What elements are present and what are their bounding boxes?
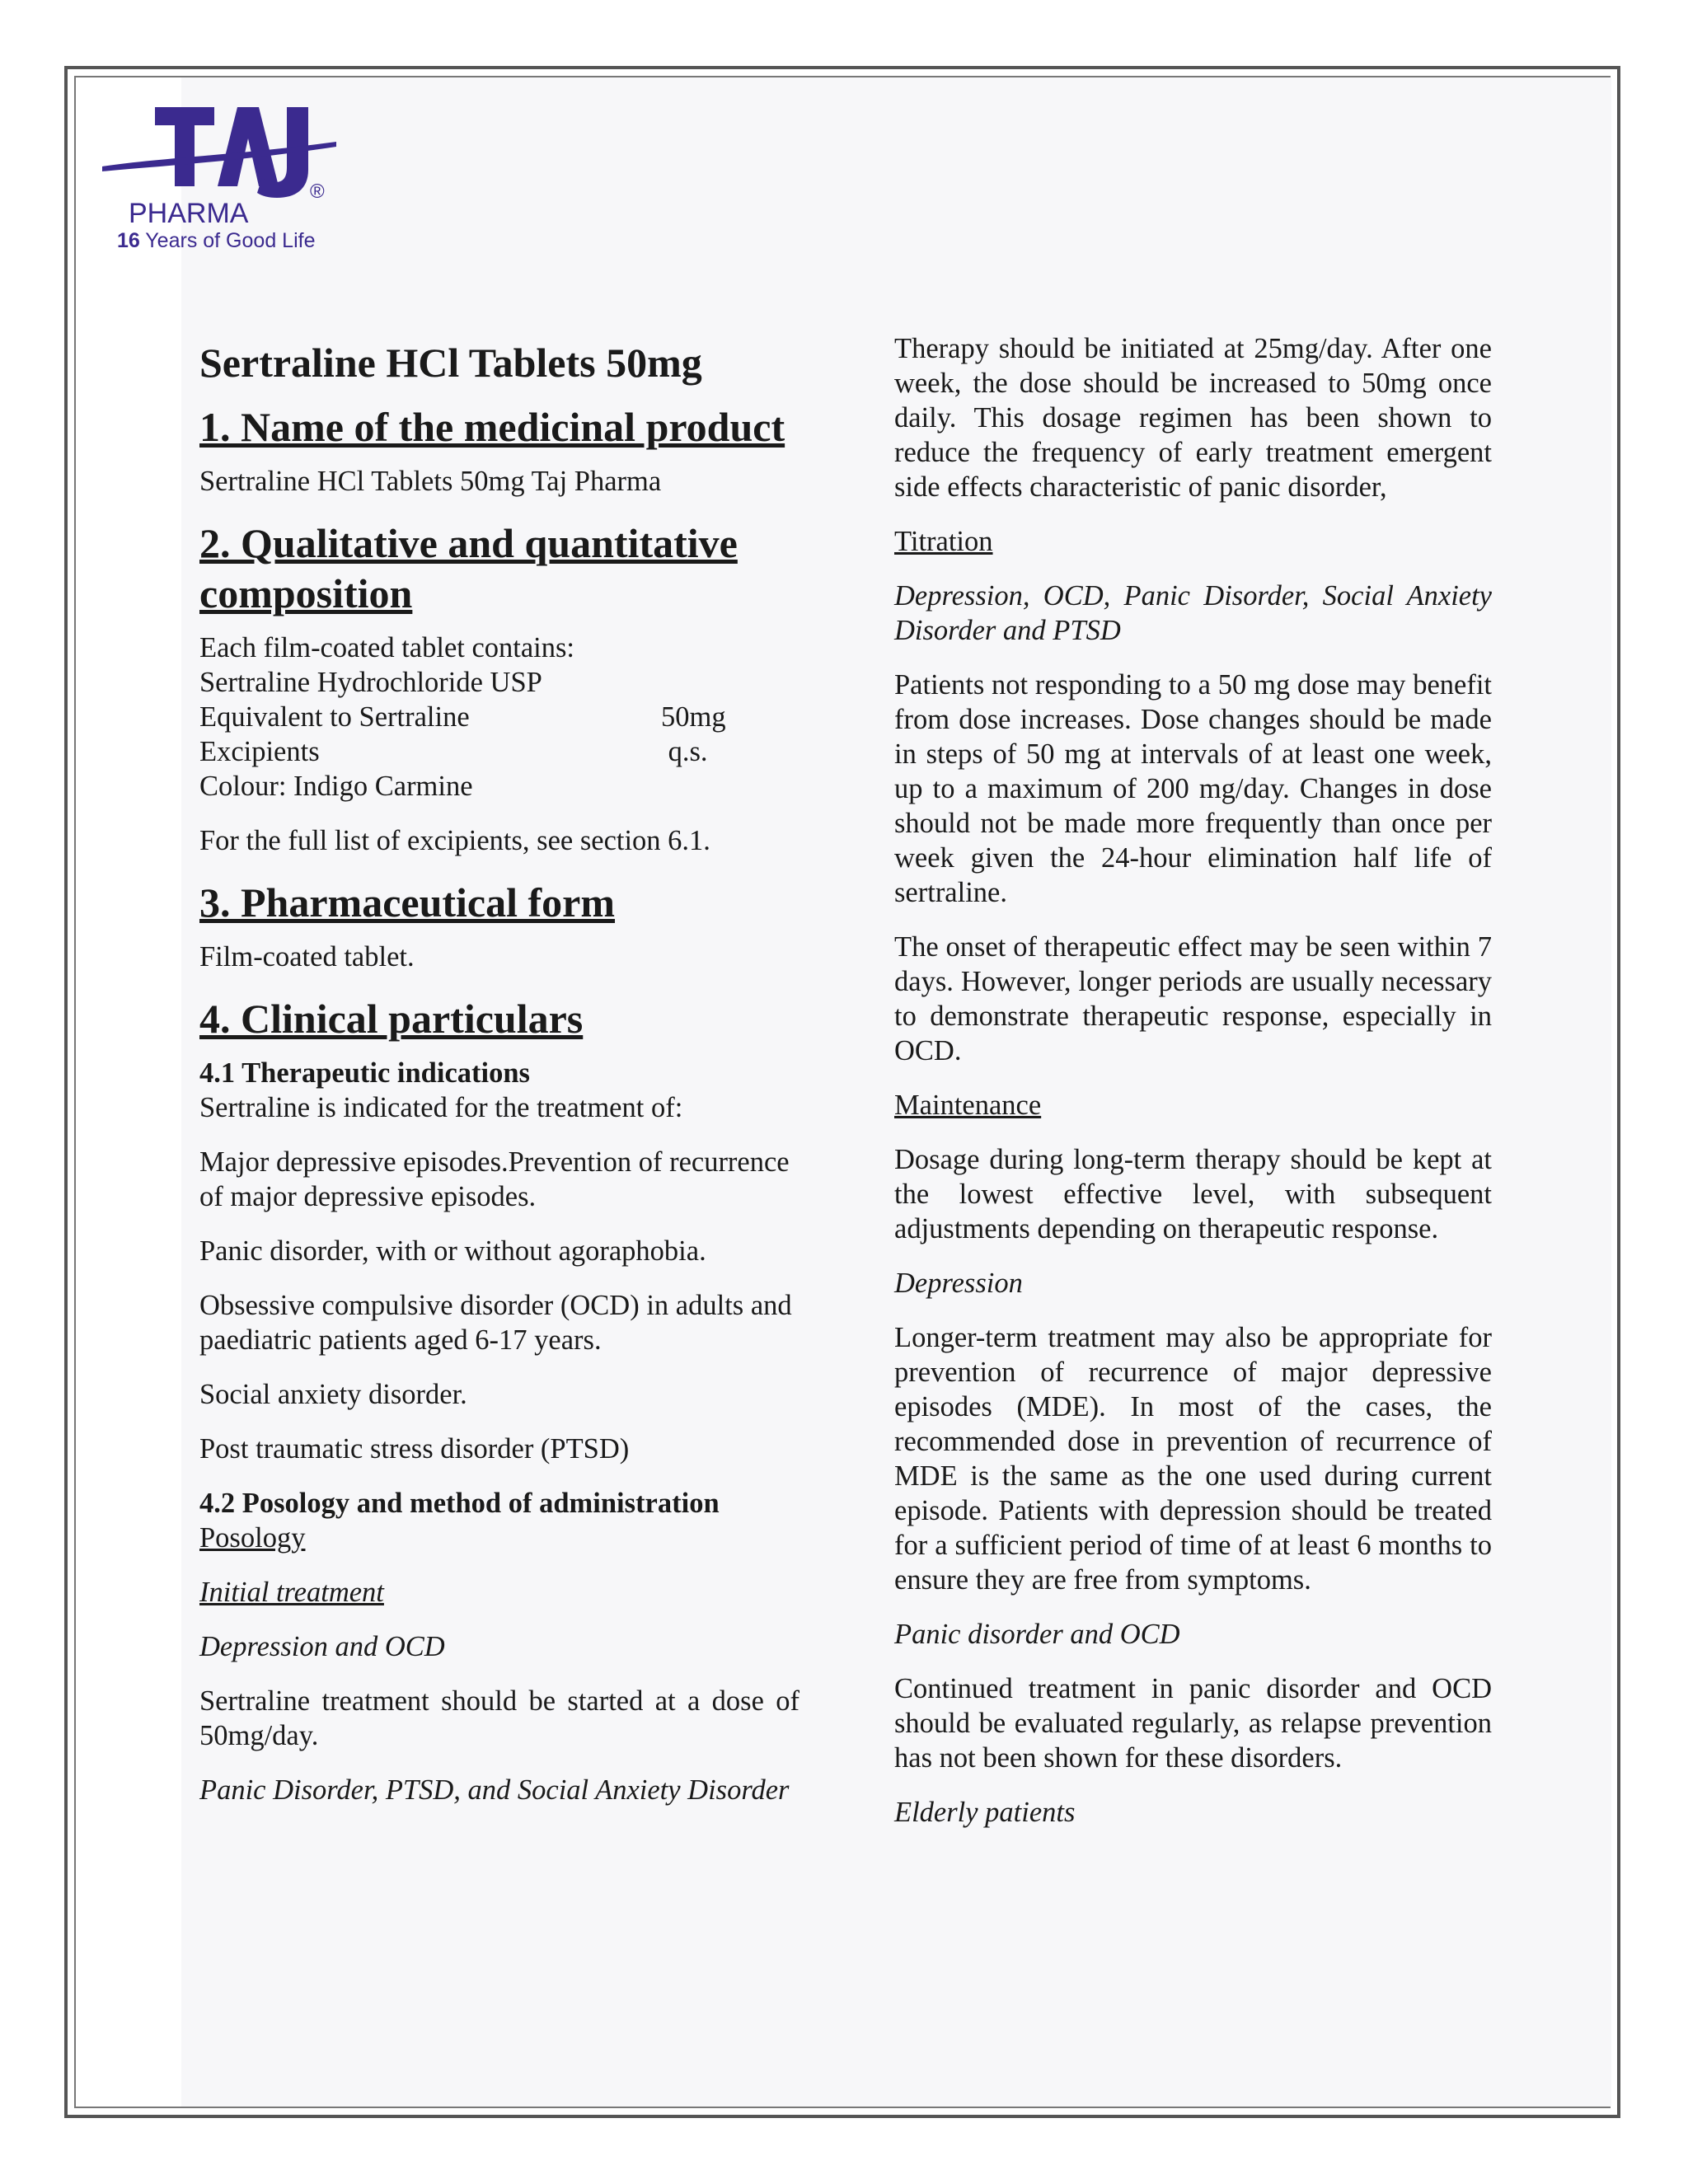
panic-ocd-text: Continued treatment in panic disorder and OCD should be evaluated regularly, as relapse prevention has not been shown for these disorders. xyxy=(894,1673,1492,1774)
posology-subheading: Posology xyxy=(199,1522,306,1554)
section-1-text: Sertraline HCl Tablets 50mg Taj Pharma xyxy=(199,466,662,497)
document-title: Sertraline HCl Tablets 50mg xyxy=(199,340,702,386)
taj-pharma-logo xyxy=(97,101,345,251)
depression-subheading: Depression xyxy=(894,1268,1023,1299)
composition-table xyxy=(199,630,799,804)
indication-item: Social anxiety disorder. xyxy=(199,1379,467,1410)
panic-ptsd-subheading: Panic Disorder, PTSD, and Social Anxiety Disorder xyxy=(199,1774,790,1806)
panic-ocd-subheading: Panic disorder and OCD xyxy=(894,1619,1180,1650)
svg-text:16 Years of Good Life xyxy=(117,229,315,251)
composition-row xyxy=(199,734,799,769)
indication-item: Major depressive episodes.Prevention of recurrence of major depressive episodes. xyxy=(199,1146,790,1212)
section-4-2-heading: 4.2 Posology and method of administration xyxy=(199,1488,720,1519)
depression-text: Longer-term treatment may also be appropriate for prevention of recurrence of major depressive episodes (MDE). In most of the cases, the recommended dose in prevention of recurrence of MDE is the same as the one used during current episode. Patients with depression should be treated for a sufficient period of time of at least 6 months to ensure they are free from symptoms. xyxy=(894,1322,1492,1596)
logo-registered-mark: ® xyxy=(310,180,325,203)
indication-item: Obsessive compulsive disorder (OCD) in adults and paediatric patients aged 6-17 years. xyxy=(199,1290,792,1356)
depression-ocd-text: Sertraline treatment should be started at a dose of 50mg/day. xyxy=(199,1685,799,1751)
indication-item: Panic disorder, with or without agoraphobia. xyxy=(199,1235,706,1267)
composition-name: Colour: Indigo Carmine xyxy=(199,771,473,802)
section-2-heading: 2. Qualitative and quantitative composition xyxy=(199,520,738,616)
maintenance-text: Dosage during long-term therapy should be kept at the lowest effective level, with subsequent adjustments depending on therapeutic response. xyxy=(894,1144,1492,1244)
section-3-text: Film-coated tablet. xyxy=(199,941,415,972)
titration-text-1: Patients not responding to a 50 mg dose may benefit from dose increases. Dose changes should be made in steps of 50 mg at intervals of at least one week, up to a maximum of 200 mg/day. Changes in dose should not be made more frequently than once per week given the 24-hour elimination half life of sertraline. xyxy=(894,669,1492,908)
initial-treatment-subheading: Initial treatment xyxy=(199,1577,384,1608)
section-3-heading: 3. Pharmaceutical form xyxy=(199,879,616,926)
elderly-subheading: Elderly patients xyxy=(894,1797,1076,1828)
titration-subheading: Titration xyxy=(894,526,993,557)
right-column xyxy=(894,331,1492,1830)
indication-item: Post traumatic stress disorder (PTSD) xyxy=(199,1433,630,1465)
composition-value: 50mg xyxy=(661,701,726,733)
titration-conditions: Depression, OCD, Panic Disorder, Social Anxiety Disorder and PTSD xyxy=(894,580,1492,646)
titration-text-2: The onset of therapeutic effect may be seen within 7 days. However, longer periods are usually necessary to demonstrate therapeutic response, especially in OCD. xyxy=(894,931,1492,1066)
composition-name: Sertraline Hydrochloride USP xyxy=(199,667,542,698)
indications-intro: Sertraline is indicated for the treatment of: xyxy=(199,1092,683,1123)
composition-row xyxy=(199,700,799,734)
composition-row xyxy=(199,769,799,804)
composition-value: q.s. xyxy=(661,736,708,767)
logo-tagline-number: 16 xyxy=(117,229,140,251)
logo-pharma-text: PHARMA xyxy=(129,198,249,229)
left-column xyxy=(199,333,799,1807)
therapy-initiation-text: Therapy should be initiated at 25mg/day. After one week, the dose should be increased to 50mg once daily. This dosage regimen has been shown to reduce the frequency of early treatment emergent side effects characteristic of panic disorder, xyxy=(894,333,1492,503)
excipients-note: For the full list of excipients, see section 6.1. xyxy=(199,825,710,856)
section-4-heading: 4. Clinical particulars xyxy=(199,996,584,1042)
section-4-1-heading: 4.1 Therapeutic indications xyxy=(199,1057,530,1089)
depression-ocd-subheading: Depression and OCD xyxy=(199,1631,445,1662)
logo-tagline-text: Years of Good Life xyxy=(139,229,316,251)
maintenance-subheading: Maintenance xyxy=(894,1090,1042,1121)
composition-name: Each film-coated tablet contains: xyxy=(199,632,575,663)
composition-row xyxy=(199,630,799,665)
composition-name: Equivalent to Sertraline xyxy=(199,701,470,733)
section-1-heading: 1. Name of the medicinal product xyxy=(199,404,785,450)
composition-name: Excipients xyxy=(199,736,320,767)
composition-row xyxy=(199,665,799,700)
